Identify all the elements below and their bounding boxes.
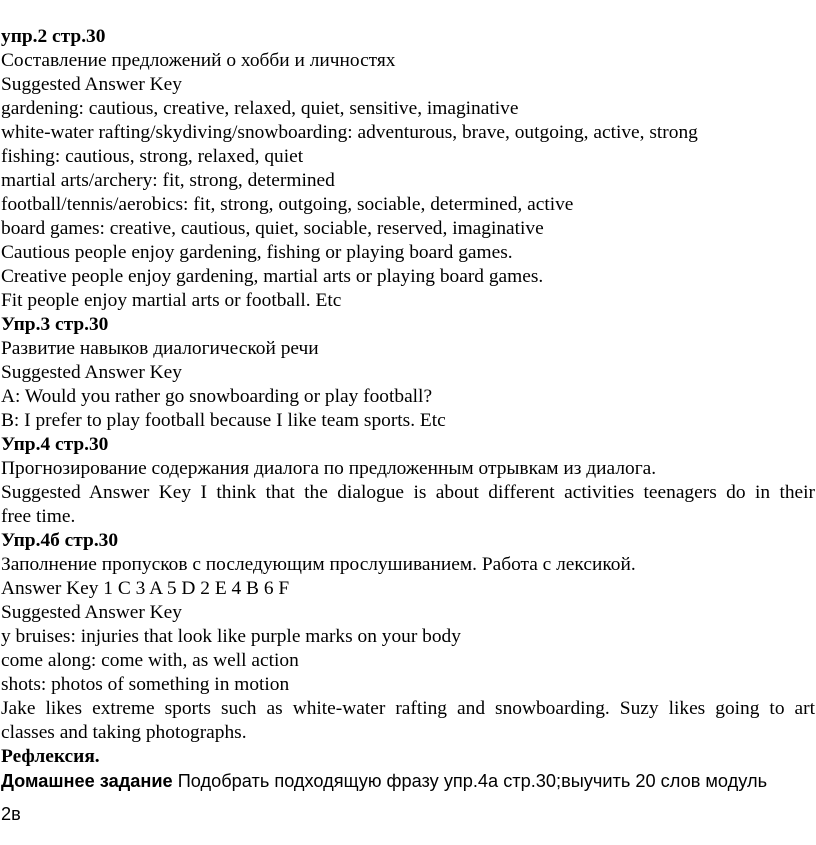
- vocabulary-line: come along: come with, as well action: [1, 650, 299, 671]
- homework-text: Подобрать подходящую фразу упр.4а стр.30;выучить 20 слов модуль: [172, 771, 768, 791]
- vocabulary-line: y bruises: injuries that look like purple marks on your body: [1, 626, 461, 647]
- answer-line: football/tennis/aerobics: fit, strong, outgoing, sociable, determined, active: [1, 194, 574, 215]
- task-description-ex3: Развитие навыков диалогической речи: [1, 338, 319, 359]
- answer-line: martial arts/archery: fit, strong, determined: [1, 170, 335, 191]
- answer-key-line: Answer Key 1 C 3 A 5 D 2 E 4 B 6 F: [1, 578, 290, 599]
- answer-paragraph-line: Jake likes extreme sports such as white-water rafting and snowboarding. Suzy likes going to art: [1, 698, 815, 719]
- answer-key-title: Suggested Answer Key: [1, 362, 182, 383]
- dialogue-line: B: I prefer to play football because I like team sports. Etc: [1, 410, 446, 431]
- answer-line: board games: creative, cautious, quiet, sociable, reserved, imaginative: [1, 218, 544, 239]
- section-heading-ex2: упр.2 стр.30: [1, 26, 106, 47]
- answer-line: gardening: cautious, creative, relaxed, quiet, sensitive, imaginative: [1, 98, 519, 119]
- answer-line: Fit people enjoy martial arts or football. Etc: [1, 290, 342, 311]
- answer-paragraph-line: classes and taking photographs.: [1, 722, 247, 743]
- homework-label: Домашнее задание: [1, 771, 173, 791]
- answer-line: Cautious people enjoy gardening, fishing or playing board games.: [1, 242, 513, 263]
- section-heading-ex4: Упр.4 стр.30: [1, 434, 109, 455]
- answer-line: Creative people enjoy gardening, martial arts or playing board games.: [1, 266, 544, 287]
- answer-paragraph-line: free time.: [1, 506, 76, 527]
- vocabulary-line: shots: photos of something in motion: [1, 674, 290, 695]
- homework-line: [1, 766, 767, 796]
- answer-key-title: Suggested Answer Key: [1, 602, 182, 623]
- task-description-ex4b: Заполнение пропусков с последующим прослушиванием. Работа с лексикой.: [1, 554, 636, 575]
- answer-line: fishing: cautious, strong, relaxed, quiet: [1, 146, 304, 167]
- task-description-ex2: Составление предложений о хобби и личностях: [1, 50, 396, 71]
- answer-line: white-water rafting/skydiving/snowboarding: adventurous, brave, outgoing, active, strong: [1, 122, 698, 143]
- reflection-heading: Рефлексия.: [1, 746, 100, 767]
- section-heading-ex3: Упр.3 стр.30: [1, 314, 109, 335]
- dialogue-line: A: Would you rather go snowboarding or play football?: [1, 386, 433, 407]
- answer-key-title: Suggested Answer Key: [1, 74, 182, 95]
- answer-paragraph-line: Suggested Answer Key I think that the dialogue is about different activities teenagers do in their: [1, 482, 815, 503]
- task-description-ex4: Прогнозирование содержания диалога по предложенным отрывкам из диалога.: [1, 458, 657, 479]
- homework-line-continued: 2в: [1, 804, 21, 824]
- section-heading-ex4b: Упр.4б стр.30: [1, 530, 119, 551]
